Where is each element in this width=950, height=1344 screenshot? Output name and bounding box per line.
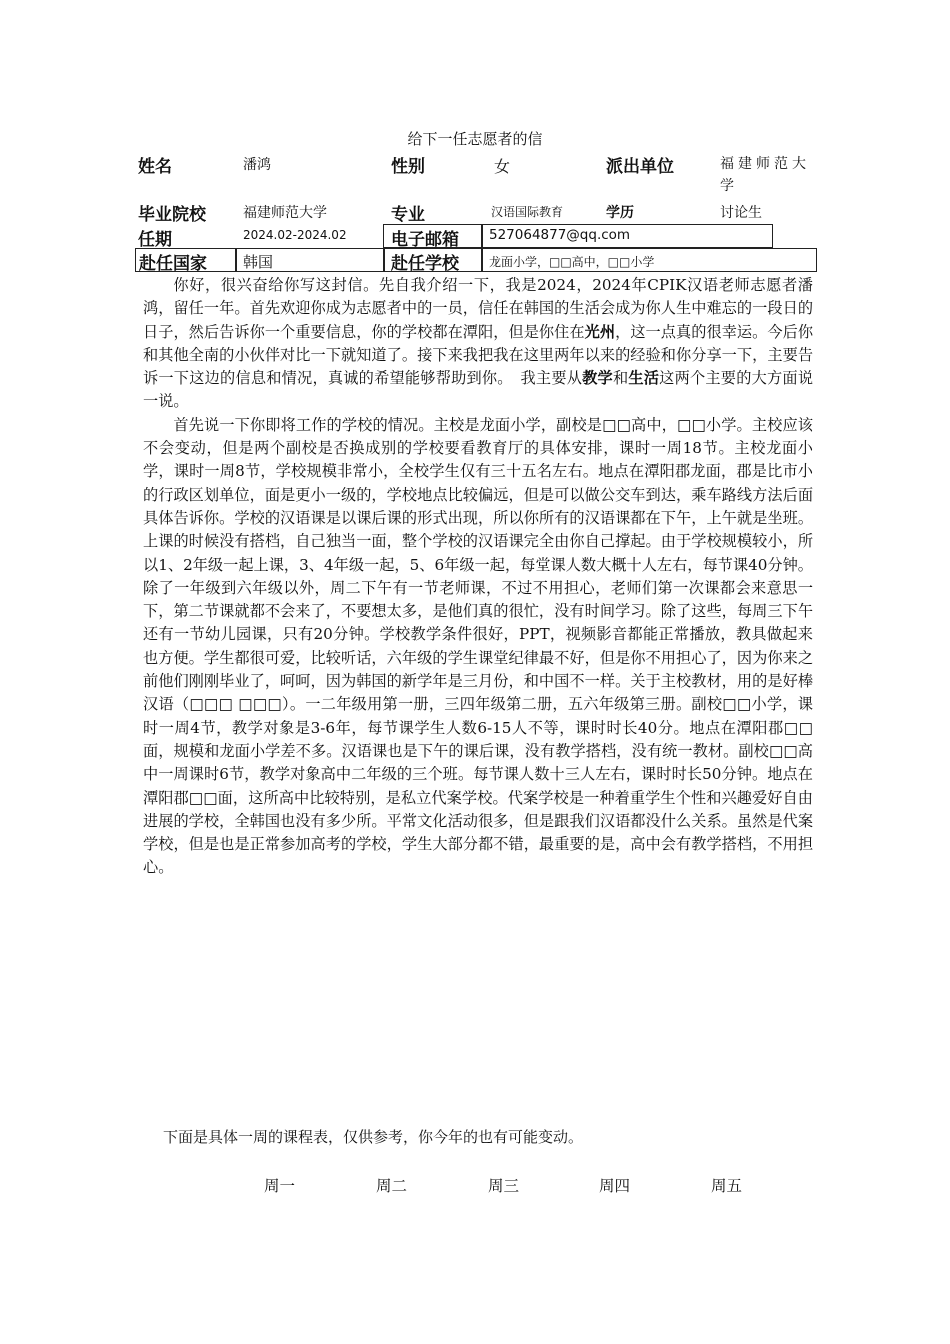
weekday-wednesday: 周三 bbox=[488, 1177, 520, 1195]
post-school-value: 龙面小学，□□高中，□□小学 bbox=[489, 255, 655, 269]
country-label: 赴任国家 bbox=[139, 254, 207, 274]
dispatch-unit-label: 派出单位 bbox=[606, 157, 674, 177]
post-school-label: 赴任学校 bbox=[391, 254, 459, 274]
intro-text-1: 你好，很兴奋给你写这封信。先自我介绍一下，我是2024，2024年CPIK汉语老师志愿者潘鸿，留任一年。首先欢迎你成为志愿者中的一员，信任在韩国的生活会成为你人生中难忘的一段日的日子，然后告诉你一个重要信息，你的学校都在潭阳，但是你住在 bbox=[143, 276, 813, 341]
email-value: 527064877@qq.com bbox=[489, 227, 631, 243]
letter-title: 给下一任志愿者的信 bbox=[407, 130, 543, 148]
dispatch-unit-value: 福建师范大学 bbox=[720, 156, 810, 194]
major-value: 汉语国际教育 bbox=[491, 205, 564, 219]
email-label-box bbox=[383, 224, 483, 248]
weekday-monday: 周一 bbox=[264, 1177, 296, 1195]
intro-text-4: 这两个主要的大方面说一说。 bbox=[143, 369, 814, 411]
major-label: 专业 bbox=[391, 205, 425, 225]
intro-emphasis-teaching: 教学 bbox=[582, 369, 613, 388]
gender-label: 性别 bbox=[391, 157, 425, 177]
intro-emphasis-life: 生活 bbox=[628, 369, 660, 388]
weekday-thursday: 周四 bbox=[599, 1177, 631, 1195]
country-value-box bbox=[235, 248, 385, 272]
info-row-1 bbox=[138, 150, 818, 198]
info-row-2 bbox=[138, 198, 818, 224]
paragraph-intro bbox=[143, 274, 813, 414]
gender-value: 女 bbox=[494, 157, 511, 176]
letter-body bbox=[143, 274, 813, 880]
degree-label: 学历 bbox=[606, 205, 634, 221]
email-label: 电子邮箱 bbox=[391, 230, 459, 250]
volunteer-info-table bbox=[138, 150, 818, 272]
weekday-tuesday: 周二 bbox=[376, 1177, 408, 1195]
intro-emphasis-gwangju: 光州 bbox=[584, 322, 616, 341]
country-label-box bbox=[135, 248, 237, 272]
email-value-box bbox=[481, 224, 773, 248]
post-school-label-box bbox=[383, 248, 483, 272]
graduate-school-value: 福建师范大学 bbox=[243, 205, 327, 221]
schedule-note: 下面是具体一周的课程表，仅供参考，你今年的也有可能变动。 bbox=[163, 1128, 584, 1146]
paragraph-schools: 首先说一下你即将工作的学校的情况。主校是龙面小学，副校是□□高中，□□小学。主校应该不会变动，但是两个副校是否换成别的学校要看教育厅的具体安排，课时一周18节。主校龙面小学，课时一周8节，学校规模非常小，全校学生仅有三十五名左右。地点在潭阳郡龙面，郡是比市小的行政区划单位，面是更小一级的，学校地点比较偏远，但是可以做公交车到达，乘车路线方法后面具体告诉你。学校的汉语课是以课后课的形式出现，所以你所有的汉语课都在下午，上午就是坐班。上课的时候没有搭档，自己独当一面，整个学校的汉语课完全由你自己撑起。由于学校规模较小，所以1、2年级一起上课，3、4年级一起，5、6年级一起，每堂课人数大概十人左右，每节课40分钟。除了一年级到六年级以外，周二下午有一节老师课，不过不用担心，老师们第一次课都会来意思一下，第二节课就都不会来了，不要想太多，是他们真的很忙，没有时间学习。除了这些，每周三下午还有一节幼儿园课，只有20分钟。学校教学条件很好，PPT，视频影音都能正常播放，教具做起来也方便。学生都很可爱，比较听话，六年级的学生课堂纪律最不好，但是你不用担心了，因为你来之前他们刚刚毕业了，呵呵，因为韩国的新学年是三月份，和中国不一样。关于主校教材，用的是好棒汉语（□□□ □□□）。一二年级用第一册，三四年级第二册，五六年级第三册。副校□□小学，课时一周4节，教学对象是3-6年，每节课学生人数6-15人不等，课时时长40分。地点在潭阳郡□□面，规模和龙面小学差不多。汉语课也是下午的课后课，没有教学搭档，没有统一教材。副校□□高中一周课时6节，教学对象高中二年级的三个班。每节课人数十三人左右，课时时长50分钟。地点在潭阳郡□□面，这所高中比较特别，是私立代案学校。代案学校是一种着重学生个性和兴趣爱好自由进展的学校，全韩国也没有多少所。平常文化活动很多，但是跟我们汉语都没什么关系。虽然是代案学校，但是也是正常参加高考的学校，学生大部分都不错，最重要的是，高中会有教学搭档，不用担心。 bbox=[143, 415, 813, 877]
degree-value: 讨论生 bbox=[720, 205, 762, 221]
name-label: 姓名 bbox=[138, 157, 172, 177]
weekday-friday: 周五 bbox=[711, 1177, 743, 1195]
intro-text-3: 和 bbox=[612, 369, 629, 388]
post-school-value-box bbox=[481, 248, 817, 272]
graduate-school-label: 毕业院校 bbox=[138, 205, 206, 225]
country-value: 韩国 bbox=[243, 253, 274, 271]
intro-text-2: ，这一点真的很幸运。今后你和其他全南的小伙伴对比一下就知道了。接下来我把我在这里两年以来的经验和你分享一下，主要告诉一下这边的信息和情况，真诚的希望能够帮助到你。 我主要从 bbox=[143, 322, 814, 388]
name-value: 潘鸿 bbox=[243, 157, 271, 173]
info-row-3 bbox=[138, 224, 818, 248]
term-label: 任期 bbox=[138, 230, 172, 250]
info-row-4 bbox=[138, 248, 818, 272]
term-value: 2024.02-2024.02 bbox=[243, 228, 347, 242]
